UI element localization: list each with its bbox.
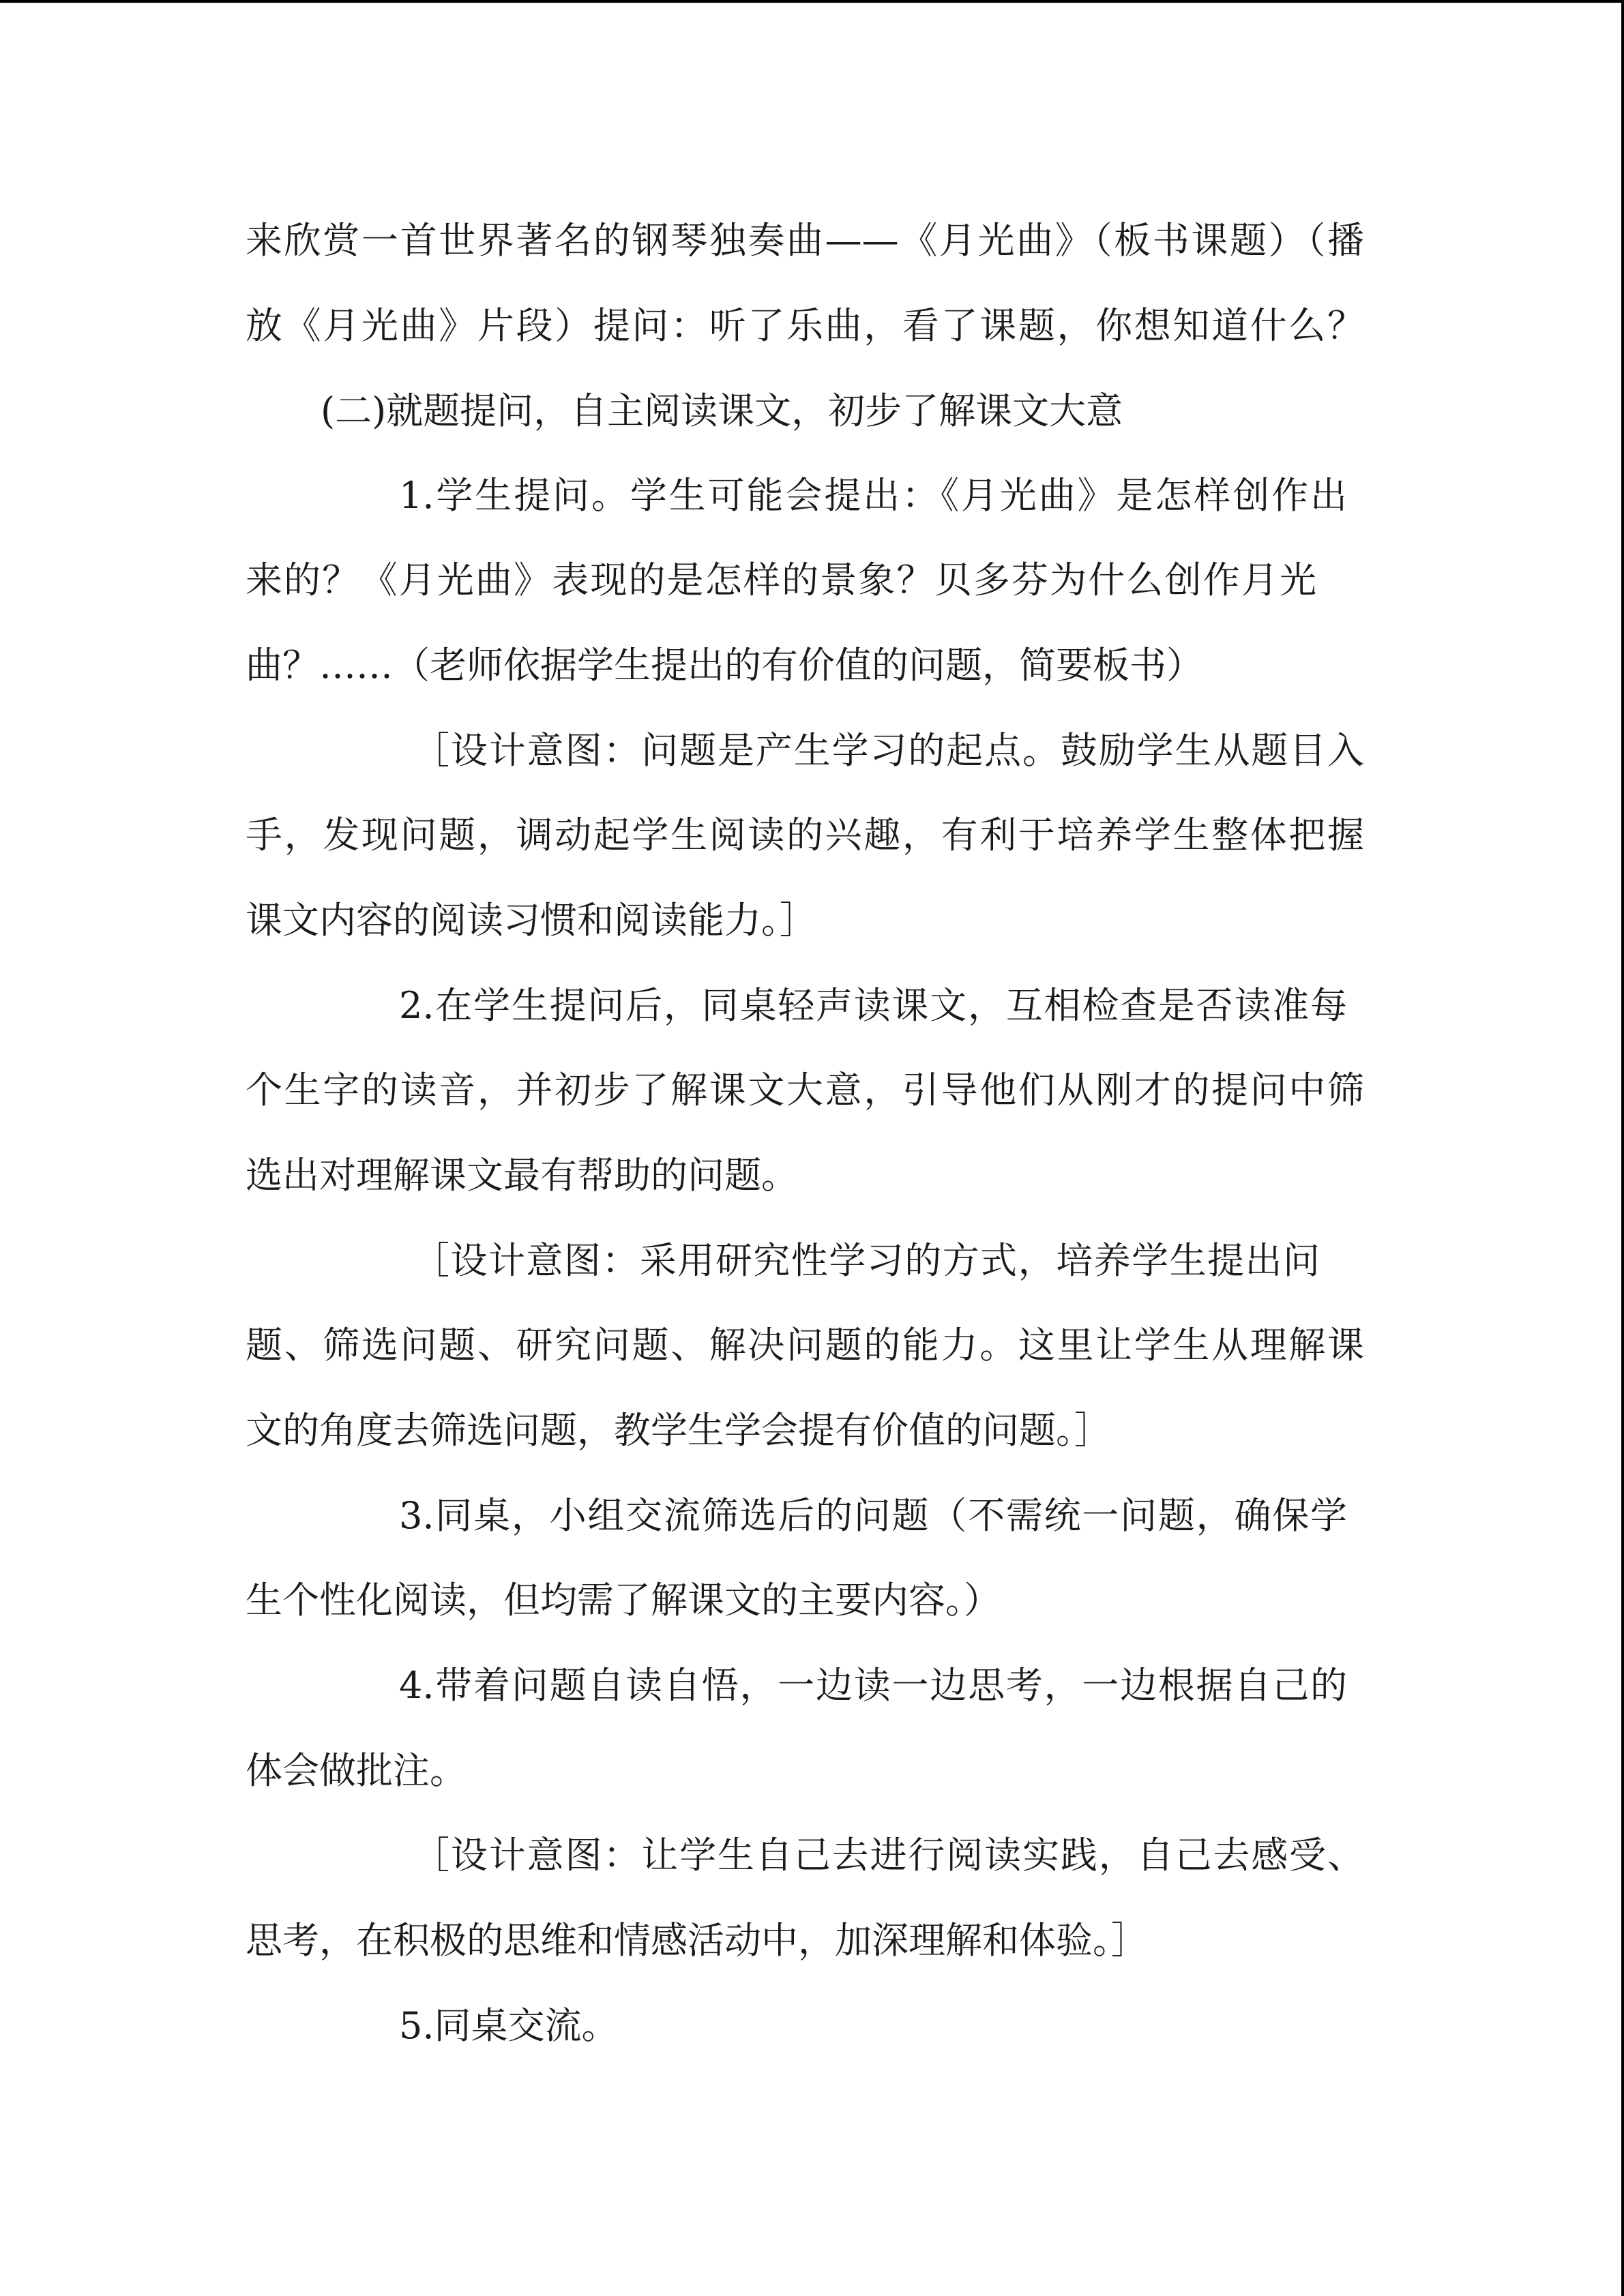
text-line: 手，发现问题，调动起学生阅读的兴趣，有利于培养学生整体把握 [246,814,1364,856]
text-line: ［设计意图：问题是产生学习的起点。鼓励学生从题目入 [413,729,1364,772]
text-line: ［设计意图：采用研究性学习的方式，培养学生提出问 [413,1239,1320,1282]
text-line: 来的？《月光曲》表现的是怎样的景象？贝多芬为什么创作月光 [246,558,1316,601]
text-line: 5.同桌交流。 [399,2004,619,2047]
section-heading: (二)就题提问，自主阅读课文，初步了解课文大意 [321,389,1123,432]
text-line: 个生字的读音，并初步了解课文大意，引导他们从刚才的提问中筛 [246,1069,1364,1112]
text-line: 生个性化阅读，但均需了解课文的主要内容。） [246,1579,1001,1622]
text-line: 3.同桌，小组交流筛选后的问题（不需统一问题，确保学 [399,1494,1347,1537]
text-line: ［设计意图：让学生自己去进行阅读实践，自己去感受、 [413,1834,1364,1877]
text-line: 来欣赏一首世界著名的钢琴独奏曲——《月光曲》（板书课题）（播 [246,219,1364,262]
text-line: 放《月光曲》片段）提问：听了乐曲，看了课题，你想知道什么？ [246,304,1364,347]
text-line: 课文内容的阅读习惯和阅读能力。］ [246,899,816,942]
text-line: 选出对理解课文最有帮助的问题。 [246,1154,798,1197]
text-line: 文的角度去筛选问题，教学生学会提有价值的问题。］ [246,1409,1111,1452]
text-line: 题、筛选问题、研究问题、解决问题的能力。这里让学生从理解课 [246,1324,1364,1367]
text-line: 1.学生提问。学生可能会提出：《月光曲》是怎样创作出 [399,474,1347,517]
text-line: 2.在学生提问后，同桌轻声读课文，互相检查是否读准每 [399,984,1347,1027]
text-line: 4.带着问题自读自悟，一边读一边思考，一边根据自己的 [399,1664,1347,1707]
text-line: 思考，在积极的思维和情感活动中，加深理解和体验。］ [246,1919,1148,1962]
text-line: 曲？……（老师依据学生提出的有价值的问题，简要板书） [246,644,1203,687]
text-line: 体会做批注。 [246,1749,467,1792]
